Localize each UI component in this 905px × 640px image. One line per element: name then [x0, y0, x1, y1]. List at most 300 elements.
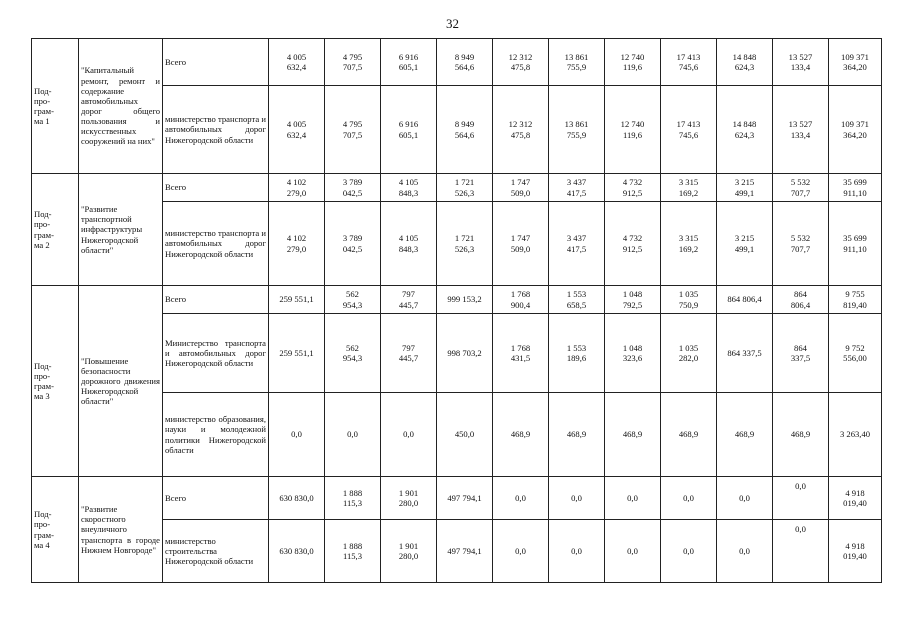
value-cell: [549, 477, 605, 520]
value-line: 755,9: [566, 129, 587, 140]
value-cell: [493, 393, 549, 477]
value-line: 5 532: [790, 177, 811, 188]
value-line: 999 153,2: [447, 294, 482, 305]
value-line: 13 861: [564, 51, 589, 62]
value-line: 4 102: [286, 233, 307, 244]
total-label: Всего: [163, 286, 269, 314]
value-cell: [773, 286, 829, 314]
value-line: 0,0: [795, 524, 806, 534]
value-line: 4 732: [622, 177, 643, 188]
value-line: 745,6: [678, 62, 699, 72]
value-line: 864: [794, 289, 807, 300]
value-cell: [493, 174, 549, 202]
value-cell: [773, 314, 829, 393]
value-cell: [661, 477, 717, 520]
value-line: 468,9: [510, 429, 531, 440]
value-cell: [605, 393, 661, 477]
table-body: [32, 39, 882, 583]
value-line: 445,7: [398, 353, 419, 363]
value-line: 1 721: [454, 177, 475, 188]
value-line: 624,3: [734, 129, 755, 140]
value-cell: [661, 202, 717, 286]
value-line: 0,0: [683, 545, 694, 556]
value-line: 556,00: [843, 353, 867, 363]
value-line: 3 789: [342, 233, 363, 244]
value-cell: [493, 39, 549, 86]
subprogram-label: [32, 477, 79, 583]
subprogram-label-line: грам-: [34, 229, 54, 240]
value-line: 14 848: [732, 119, 757, 130]
value-line: 497 794,1: [447, 545, 482, 556]
value-line: 0,0: [739, 545, 750, 556]
value-line: 9 752: [845, 342, 865, 353]
value-line: 819,40: [843, 299, 867, 310]
value-cell: [325, 477, 381, 520]
value-line: 792,5: [622, 299, 643, 310]
value-cell: [549, 286, 605, 314]
subprogram-label-line: грам-: [34, 381, 54, 391]
subprogram-label-line: грам-: [34, 529, 54, 540]
value-line: 3 263,40: [839, 429, 871, 440]
value-line: 0,0: [347, 429, 358, 440]
value-line: 4 918: [845, 487, 865, 498]
subprogram-label-line: ма 3: [34, 391, 50, 402]
executor-name: министерство образования, науки и молодежной политики Нижегородской области: [163, 393, 269, 477]
value-cell: [717, 314, 773, 393]
value-line: 6 916: [398, 51, 419, 62]
value-line: 12 740: [620, 119, 645, 130]
table-row: [32, 174, 882, 202]
total-label: Всего: [163, 477, 269, 520]
value-line: 3 437: [566, 177, 587, 188]
table-row: [32, 286, 882, 314]
value-line: 0,0: [627, 545, 638, 556]
value-line: 1 048: [622, 289, 643, 300]
value-line: 4 105: [398, 233, 419, 244]
value-cell: [717, 520, 773, 583]
value-line: 450,0: [454, 429, 475, 440]
value-line: 4 005: [286, 51, 307, 62]
value-cell: [829, 477, 882, 520]
value-cell: [717, 393, 773, 477]
value-cell: [269, 286, 325, 314]
value-cell: [661, 393, 717, 477]
value-cell: [381, 39, 437, 86]
value-line: 900,4: [510, 299, 531, 310]
value-cell: [325, 39, 381, 86]
value-line: 35 699: [843, 177, 867, 188]
value-line: 564,6: [454, 129, 475, 140]
value-cell: [269, 520, 325, 583]
value-cell: [829, 174, 882, 202]
value-cell: [661, 86, 717, 174]
value-cell: [717, 202, 773, 286]
value-cell: [493, 477, 549, 520]
value-cell: [549, 39, 605, 86]
value-cell: [549, 393, 605, 477]
total-label: Всего: [163, 174, 269, 202]
value-cell: [269, 86, 325, 174]
value-line: 13 861: [564, 119, 589, 130]
value-cell: [773, 174, 829, 202]
value-line: 707,7: [790, 243, 811, 254]
value-cell: [437, 39, 493, 86]
value-line: 431,5: [510, 353, 531, 363]
value-line: 0,0: [291, 429, 302, 440]
value-line: 0,0: [515, 545, 526, 556]
value-line: 605,1: [398, 129, 419, 140]
value-cell: [325, 86, 381, 174]
value-cell: [381, 174, 437, 202]
value-line: 998 703,2: [447, 347, 482, 358]
value-cell: [381, 477, 437, 520]
value-line: 509,0: [510, 243, 531, 254]
value-line: 17 413: [676, 119, 701, 130]
value-cell: [605, 286, 661, 314]
value-cell: [325, 286, 381, 314]
value-cell: [493, 314, 549, 393]
value-cell: [773, 520, 829, 583]
value-line: 042,5: [342, 187, 363, 198]
value-line: 169,2: [678, 243, 699, 254]
subprogram-label-line: про-: [34, 219, 51, 230]
value-line: 8 949: [454, 51, 475, 62]
value-line: 5 532: [790, 233, 811, 244]
total-label: Всего: [163, 39, 269, 86]
value-cell: [605, 520, 661, 583]
value-cell: [381, 286, 437, 314]
value-line: 259 551,1: [279, 347, 314, 358]
value-line: 630 830,0: [279, 492, 314, 503]
value-line: 624,3: [734, 62, 755, 72]
value-line: 1 901: [398, 540, 419, 551]
value-line: 35 699: [843, 233, 867, 244]
value-line: 4 102: [286, 177, 307, 188]
value-line: 468,9: [790, 429, 811, 440]
value-line: 1 035: [678, 289, 699, 300]
value-cell: [549, 174, 605, 202]
value-cell: [381, 202, 437, 286]
value-line: 133,4: [790, 129, 811, 140]
value-cell: [325, 314, 381, 393]
value-line: 119,6: [622, 62, 643, 72]
value-cell: [269, 174, 325, 202]
value-line: 562: [346, 289, 359, 300]
executor-name: министерство транспорта и автомобильных дорог Нижегородской области: [163, 86, 269, 174]
executor-name: Министерство транспорта и автомобильных дорог Нижегородской области: [163, 314, 269, 393]
value-cell: [549, 314, 605, 393]
value-line: 279,0: [286, 243, 307, 254]
value-line: 259 551,1: [279, 294, 314, 305]
value-line: 1 888: [342, 540, 363, 551]
value-line: 797: [402, 289, 415, 300]
value-cell: [829, 520, 882, 583]
value-line: 468,9: [734, 429, 755, 440]
subprogram-label-line: Под-: [34, 509, 52, 520]
value-line: 1 747: [510, 177, 531, 188]
value-line: 630 830,0: [279, 545, 314, 556]
value-line: 911,10: [843, 243, 867, 254]
value-line: 4 918: [845, 540, 865, 551]
subprogram-label-line: про-: [34, 370, 51, 381]
subprogram-label-line: про-: [34, 519, 51, 530]
value-line: 13 527: [788, 119, 813, 130]
value-line: 109 371: [841, 119, 869, 130]
value-line: 4 795: [342, 51, 363, 62]
value-cell: [269, 39, 325, 86]
subprogram-label-line: грам-: [34, 106, 54, 116]
value-cell: [437, 202, 493, 286]
value-cell: [661, 39, 717, 86]
value-line: 17 413: [676, 51, 701, 62]
value-line: 0,0: [515, 492, 526, 503]
value-cell: [717, 39, 773, 86]
value-line: 019,40: [843, 551, 867, 561]
value-line: 364,20: [843, 62, 867, 72]
value-cell: [269, 477, 325, 520]
value-line: 12 740: [620, 51, 645, 62]
value-cell: [325, 202, 381, 286]
value-line: 0,0: [571, 492, 582, 503]
value-cell: [661, 520, 717, 583]
value-line: 605,1: [398, 62, 419, 72]
subprogram-title: "Развитие транспортной инфраструктуры Нижегородской области": [79, 174, 163, 286]
value-line: 864: [794, 342, 807, 353]
value-cell: [829, 286, 882, 314]
value-line: 417,5: [566, 243, 587, 254]
value-line: 6 916: [398, 119, 419, 130]
value-cell: [549, 520, 605, 583]
value-line: 12 312: [508, 119, 533, 130]
value-line: 912,5: [622, 243, 643, 254]
value-line: 468,9: [622, 429, 643, 440]
value-line: 337,5: [790, 353, 811, 363]
value-line: 526,3: [454, 187, 475, 198]
value-line: 797: [402, 342, 415, 353]
value-line: 750,9: [678, 299, 699, 310]
value-line: 169,2: [678, 187, 699, 198]
value-cell: [493, 202, 549, 286]
value-cell: [605, 314, 661, 393]
value-cell: [437, 477, 493, 520]
value-cell: [493, 86, 549, 174]
value-cell: [437, 174, 493, 202]
subprogram-title: "Развитие скоростного внеуличного транспорта в городе Нижнем Новгороде": [79, 477, 163, 583]
value-line: 3 215: [734, 177, 755, 188]
value-cell: [269, 202, 325, 286]
value-line: 1 048: [622, 342, 643, 353]
subprogram-label: [32, 174, 79, 286]
executor-name: министерство строительства Нижегородской области: [163, 520, 269, 583]
value-line: 475,8: [510, 129, 531, 140]
value-line: 707,7: [790, 187, 811, 198]
value-line: 019,40: [843, 498, 867, 508]
value-line: 280,0: [398, 498, 419, 508]
value-line: 4 005: [286, 119, 307, 130]
value-cell: [437, 286, 493, 314]
value-line: 280,0: [398, 551, 419, 561]
value-line: 707,5: [342, 62, 363, 72]
value-cell: [773, 477, 829, 520]
value-line: 707,5: [342, 129, 363, 140]
value-cell: [549, 86, 605, 174]
value-line: 745,6: [678, 129, 699, 140]
subprogram-label-line: Под-: [34, 209, 52, 220]
value-cell: [269, 314, 325, 393]
value-line: 3 789: [342, 177, 363, 188]
value-line: 115,3: [342, 551, 363, 561]
value-line: 1 768: [510, 289, 531, 300]
value-line: 658,5: [566, 299, 587, 310]
value-line: 564,6: [454, 62, 475, 72]
value-line: 468,9: [678, 429, 699, 440]
value-cell: [605, 39, 661, 86]
value-cell: [325, 393, 381, 477]
table-row: [32, 39, 882, 86]
subprogram-label: [32, 39, 79, 174]
value-line: 279,0: [286, 187, 307, 198]
value-cell: [381, 520, 437, 583]
value-line: 0,0: [627, 492, 638, 503]
value-cell: [269, 393, 325, 477]
value-cell: [661, 314, 717, 393]
value-cell: [829, 39, 882, 86]
value-line: 115,3: [342, 498, 363, 508]
value-line: 12 312: [508, 51, 533, 62]
value-line: 3 315: [678, 233, 699, 244]
value-line: 364,20: [843, 129, 867, 140]
table-row: [32, 477, 882, 520]
value-line: 4 105: [398, 177, 419, 188]
value-cell: [829, 393, 882, 477]
value-cell: [493, 286, 549, 314]
value-cell: [717, 86, 773, 174]
value-cell: [829, 202, 882, 286]
value-line: 109 371: [841, 51, 869, 62]
subprogram-label-line: ма 4: [34, 539, 50, 550]
value-line: 912,5: [622, 187, 643, 198]
subprogram-label-line: ма 2: [34, 239, 50, 250]
value-line: 755,9: [566, 62, 587, 72]
subprogram-title: "Повышение безопасности дорожного движения Нижегородской области": [79, 286, 163, 477]
value-line: 0,0: [683, 492, 694, 503]
value-cell: [829, 86, 882, 174]
value-cell: [605, 86, 661, 174]
value-cell: [605, 174, 661, 202]
value-line: 1 721: [454, 233, 475, 244]
value-cell: [437, 86, 493, 174]
subprogram-label: [32, 286, 79, 477]
value-line: 1 888: [342, 487, 363, 498]
subprogram-title: "Капитальный ремонт, ремонт и содержание автомобильных дорог общего пользования и искусственных сооружений на них": [79, 39, 163, 174]
value-cell: [717, 286, 773, 314]
value-cell: [829, 314, 882, 393]
value-line: 0,0: [739, 492, 750, 503]
value-line: 562: [346, 342, 359, 353]
value-line: 499,1: [734, 243, 755, 254]
value-line: 323,6: [622, 353, 643, 363]
value-line: 848,3: [398, 243, 419, 254]
value-cell: [717, 174, 773, 202]
value-line: 042,5: [342, 243, 363, 254]
value-line: 3 315: [678, 177, 699, 188]
value-cell: [381, 86, 437, 174]
value-cell: [325, 520, 381, 583]
subprogram-label-line: Под-: [34, 360, 52, 371]
value-line: 475,8: [510, 62, 531, 72]
value-line: 1 901: [398, 487, 419, 498]
value-cell: [773, 393, 829, 477]
value-cell: [549, 202, 605, 286]
value-cell: [717, 477, 773, 520]
subprogram-label-line: ма 1: [34, 116, 50, 127]
value-line: 0,0: [795, 481, 806, 491]
executor-name: министерство транспорта и автомобильных дорог Нижегородской области: [163, 202, 269, 286]
value-cell: [437, 393, 493, 477]
value-line: 0,0: [403, 429, 414, 440]
value-line: 1 553: [566, 342, 587, 353]
value-line: 3 437: [566, 233, 587, 244]
subprogram-label-line: про-: [34, 95, 51, 106]
value-line: 14 848: [732, 51, 757, 62]
value-cell: [493, 520, 549, 583]
value-line: 499,1: [734, 187, 755, 198]
value-cell: [437, 520, 493, 583]
subprogram-label-line: Под-: [34, 85, 52, 96]
value-line: 864 337,5: [727, 347, 762, 358]
value-line: 954,3: [342, 353, 363, 363]
value-cell: [773, 39, 829, 86]
value-line: 1 768: [510, 342, 531, 353]
value-cell: [605, 202, 661, 286]
value-line: 497 794,1: [447, 492, 482, 503]
value-line: 0,0: [571, 545, 582, 556]
value-cell: [381, 393, 437, 477]
value-line: 632,4: [286, 62, 307, 72]
value-line: 911,10: [843, 187, 867, 198]
value-line: 8 949: [454, 119, 475, 130]
value-cell: [661, 174, 717, 202]
value-line: 1 747: [510, 233, 531, 244]
value-cell: [605, 477, 661, 520]
value-line: 468,9: [566, 429, 587, 440]
page-number: 32: [446, 16, 459, 31]
value-line: 13 527: [788, 51, 813, 62]
value-line: 4 732: [622, 233, 643, 244]
value-line: 417,5: [566, 187, 587, 198]
value-line: 282,0: [678, 353, 699, 363]
value-cell: [325, 174, 381, 202]
value-line: 445,7: [398, 299, 419, 310]
value-line: 848,3: [398, 187, 419, 198]
value-line: 806,4: [790, 299, 811, 310]
value-cell: [773, 86, 829, 174]
value-line: 526,3: [454, 243, 475, 254]
value-line: 9 755: [845, 289, 865, 300]
value-line: 3 215: [734, 233, 755, 244]
value-line: 954,3: [342, 299, 363, 310]
value-line: 1 553: [566, 289, 587, 300]
value-line: 509,0: [510, 187, 531, 198]
value-line: 119,6: [622, 129, 643, 140]
value-line: 133,4: [790, 62, 811, 72]
value-cell: [381, 314, 437, 393]
value-cell: [773, 202, 829, 286]
value-line: 1 035: [678, 342, 699, 353]
value-line: 4 795: [342, 119, 363, 130]
financing-table: [31, 38, 882, 583]
value-cell: [437, 314, 493, 393]
